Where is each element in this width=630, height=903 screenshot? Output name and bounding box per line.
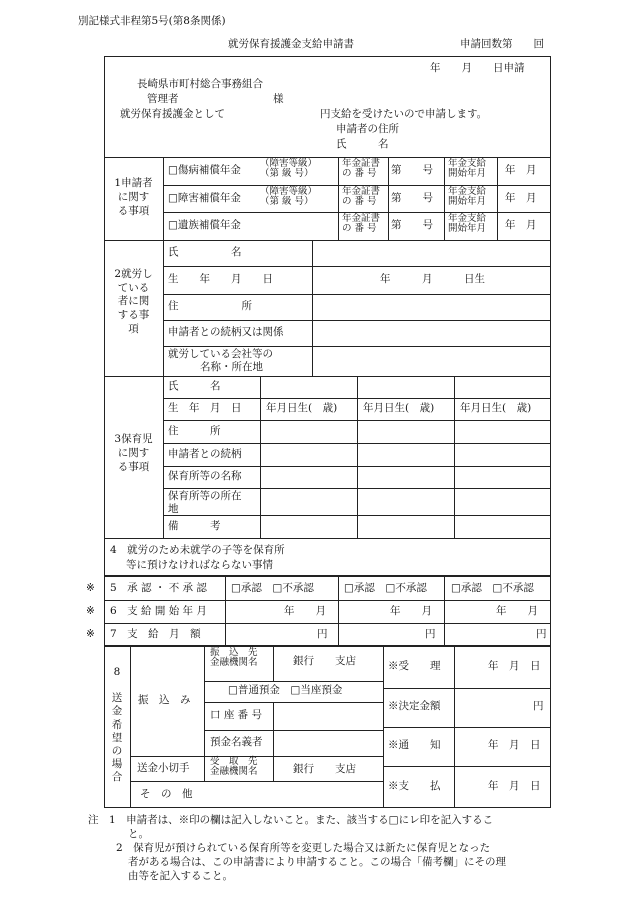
request-left: 就労保育援護金として [120, 108, 225, 120]
sec3-label: 3保育児 に関す る事項 [114, 433, 153, 474]
start-month-2[interactable]: 年 月 [390, 605, 432, 617]
form-id: 別記様式非程第5号(第8条関係) [78, 15, 226, 27]
org-name: 長崎県市町村総合事務組合 [137, 78, 263, 90]
worker-dob-value[interactable]: 年 月 日生 [380, 273, 485, 285]
applicant-address-label: 申請者の住所 [336, 123, 399, 135]
remarks-label: 備 考 [168, 520, 221, 532]
transfer-bank-value[interactable]: 銀行 支店 [293, 655, 356, 667]
notice-label: ※通 知 [388, 739, 441, 751]
sec1-label: 1申請者 に関す る事項 [114, 177, 153, 218]
sec6-mark: ※ [86, 605, 95, 617]
worker-relation-label: 申請者との続柄又は関係 [168, 326, 284, 338]
sec2-label: 2就労し ている 者に関 する事 項 [114, 268, 153, 335]
disability-grade-2: （障害等級） （第 級 号） [260, 186, 318, 207]
monthly-amount-3[interactable]: 円 [536, 628, 547, 640]
sec7-label: 7 支 給 月 額 [110, 628, 201, 640]
cert-number-label-1: 年金証書 の 番 号 [342, 158, 381, 179]
sec5-label: 5 承 認 ・ 不 承 認 [110, 582, 207, 594]
apply-date[interactable]: 年 月 日申請 [430, 62, 525, 74]
start-ym-3[interactable]: 年 月 [505, 219, 537, 231]
note-2-line1: 2 保育児が預けられている保育所等を変更した場合又は新たに保育児となった [116, 842, 491, 854]
note-2-line2: 者がある場合は、この申請書により申請すること。この場合「備考欄」にその理 [128, 856, 506, 868]
worker-dob-label: 生 年 月 日 [168, 273, 273, 285]
start-month-3[interactable]: 年 月 [496, 605, 538, 617]
note-1: 注 1 申請者は、※印の欄は記入しないこと。また、該当する□にレ印を記入するこ [88, 814, 494, 826]
start-month-1[interactable]: 年 月 [284, 605, 326, 617]
cert-number-1[interactable]: 第 号 [391, 164, 433, 176]
cert-number-label-3: 年金証書 の 番 号 [342, 213, 381, 234]
form-title: 就労保育援護金支給申請書 [228, 38, 354, 50]
payment-date[interactable]: 年 月 日 [488, 780, 541, 792]
company-label-2: 名称・所在地 [200, 361, 263, 373]
other-label: そ の 他 [140, 788, 193, 800]
decision-amount[interactable]: 円 [533, 700, 544, 712]
child-dob-3[interactable]: 年月日生( 歳) [460, 402, 532, 414]
injury-pension-checkbox[interactable]: □傷病補償年金 [168, 164, 241, 176]
child-name-label: 氏 名 [168, 380, 221, 392]
receipt-label: ※受 理 [388, 660, 441, 672]
start-label-3: 年金支給 開始年月 [448, 213, 487, 234]
cert-number-3[interactable]: 第 号 [391, 219, 433, 231]
child-dob-2[interactable]: 年月日生( 歳) [363, 402, 435, 414]
note-2-line3: 由等を記入すること。 [128, 870, 233, 882]
account-holder-label: 預金名義者 [210, 736, 263, 748]
sec5-mark: ※ [86, 582, 95, 594]
receive-bank-label: 受 取 先 金融機関名 [210, 756, 258, 777]
child-dob-1[interactable]: 年月日生( 歳) [266, 402, 338, 414]
worker-address-label: 住 所 [168, 300, 252, 312]
monthly-amount-1[interactable]: 円 [317, 628, 328, 640]
manager-line: 管理者 様 [147, 93, 284, 105]
transfer-label: 振 込 み [138, 694, 191, 706]
child-relation-label: 申請者との続柄 [168, 448, 242, 460]
receipt-date[interactable]: 年 月 日 [488, 660, 541, 672]
sec8-label: 8 送 金 希 望 の 場 合 [111, 666, 123, 783]
disability-grade-1: （障害等級） （第 級 号） [260, 158, 318, 179]
nursery-name-label: 保育所等の名称 [168, 470, 242, 482]
account-number-label: 口 座 番 号 [210, 709, 263, 721]
note-1-tail: と。 [128, 828, 149, 840]
approval-3[interactable]: □承認 □不承認 [451, 582, 534, 594]
cert-number-2[interactable]: 第 号 [391, 192, 433, 204]
start-ym-1[interactable]: 年 月 [505, 164, 537, 176]
disability-pension-checkbox[interactable]: □障害補償年金 [168, 192, 241, 204]
start-ym-2[interactable]: 年 月 [505, 192, 537, 204]
sec6-label: 6 支 給 開 始 年 月 [110, 605, 207, 617]
cert-number-label-2: 年金証書 の 番 号 [342, 186, 381, 207]
survivor-pension-checkbox[interactable]: □遺族補償年金 [168, 219, 241, 231]
child-address-label: 住 所 [168, 425, 221, 437]
deposit-type-checkboxes[interactable]: □普通預金 □当座預金 [228, 684, 343, 696]
transfer-bank-label: 振 込 先 金融機関名 [210, 647, 258, 668]
nursery-address-label: 保育所等の所在 地 [168, 490, 242, 515]
sec4-line2: 等に預けなければならない事情 [126, 559, 273, 571]
start-label-1: 年金支給 開始年月 [448, 158, 487, 179]
application-count: 申請回数第 回 [460, 38, 544, 50]
approval-2[interactable]: □承認 □不承認 [344, 582, 427, 594]
worker-name-label: 氏 名 [168, 246, 242, 258]
payment-label: ※支 払 [388, 780, 441, 792]
request-right: 円支給を受けたいので申請します。 [320, 108, 488, 120]
applicant-name-label: 氏 名 [336, 138, 389, 150]
child-dob-label: 生 年 月 日 [168, 402, 242, 414]
monthly-amount-2[interactable]: 円 [425, 628, 436, 640]
company-label: 就労している会社等の [168, 348, 273, 360]
sec4-line1: 4 就労のため未就学の子等を保育所 [110, 544, 285, 556]
start-label-2: 年金支給 開始年月 [448, 186, 487, 207]
receive-bank-value[interactable]: 銀行 支店 [293, 763, 356, 775]
decision-label: ※決定金額 [388, 700, 441, 712]
sec7-mark: ※ [86, 628, 95, 640]
notice-date[interactable]: 年 月 日 [488, 739, 541, 751]
approval-1[interactable]: □承認 □不承認 [231, 582, 314, 594]
remittance-check-label: 送金小切手 [137, 762, 190, 774]
